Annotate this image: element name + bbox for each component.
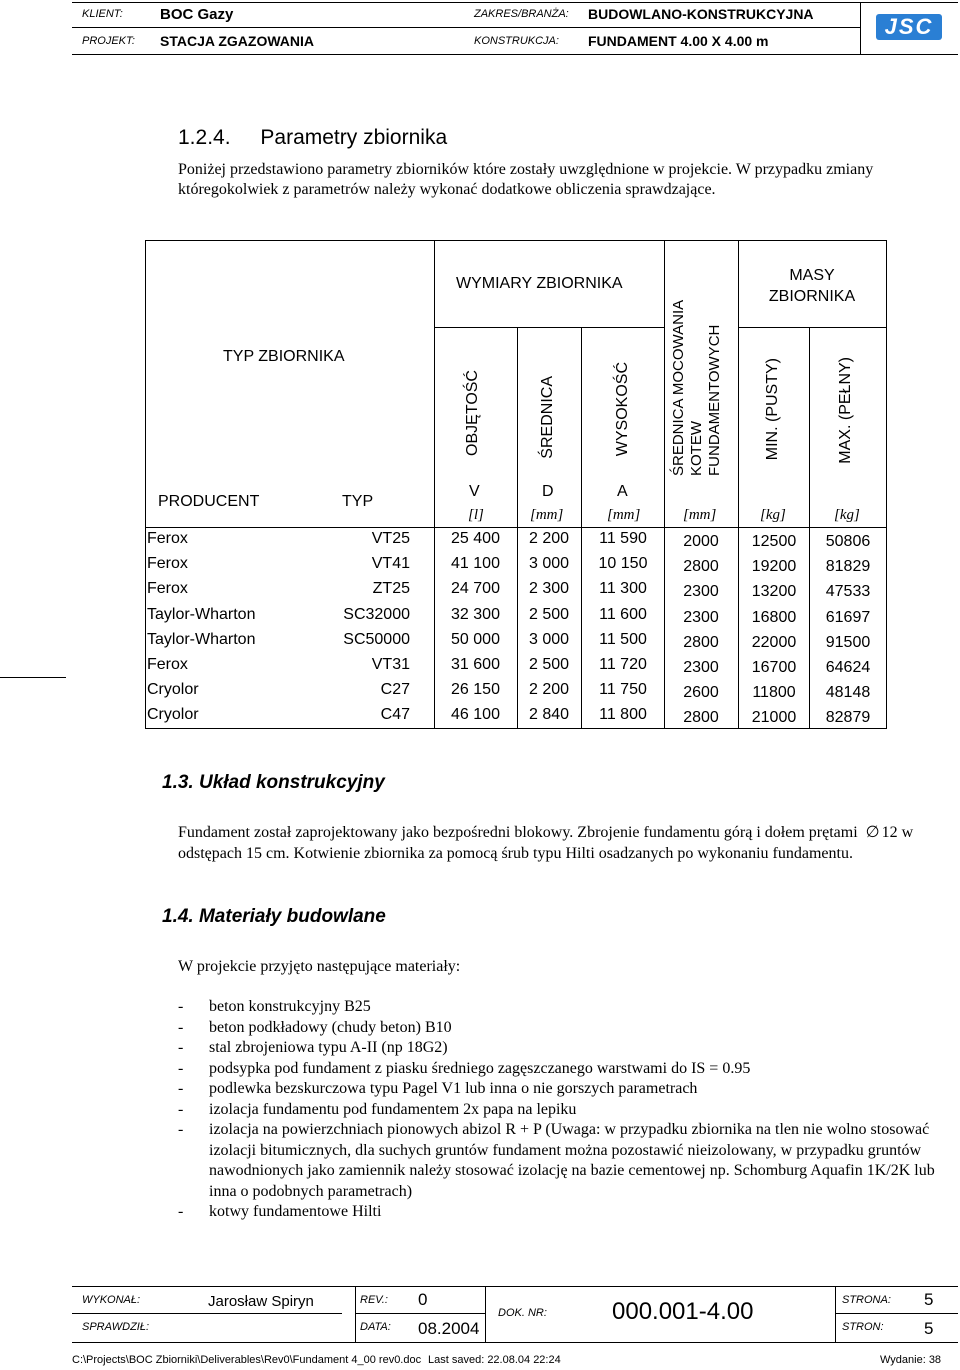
list-item-text: stal zbrojeniowa typu A-II (np 18G2) xyxy=(209,1039,448,1056)
list-item xyxy=(178,1059,948,1080)
projekt-value: STACJA ZGAZOWANIA xyxy=(160,33,314,49)
header-wysokosc: WYSOKOŚĆ xyxy=(614,362,631,457)
cell-wysokosc: 11 590 xyxy=(599,530,647,547)
cell-objetosc: 50 000 xyxy=(451,630,500,648)
cell-objetosc: 41 100 xyxy=(451,555,500,573)
cell-srednica: 3 000 xyxy=(528,630,570,648)
list-dash: - xyxy=(178,998,184,1015)
margin-mark xyxy=(0,677,66,678)
cell-typ: C47 xyxy=(380,706,410,724)
cell-srednica-mocowania: 2600 xyxy=(683,684,719,702)
cell-typ: VT25 xyxy=(371,530,410,547)
cell-masa-max: 91500 xyxy=(825,633,871,651)
header-typ-zbiornika: TYP ZBIORNIKA xyxy=(223,348,345,365)
header-typ: TYP xyxy=(342,493,374,510)
list-item xyxy=(178,1120,948,1202)
symbol-v: V xyxy=(469,483,480,500)
projekt-label: PROJEKT: xyxy=(82,35,135,47)
list-dash: - xyxy=(178,1018,184,1036)
list-item xyxy=(178,1038,948,1059)
cell-wysokosc: 11 600 xyxy=(599,605,647,623)
section2-title: 1.3. Układ konstrukcyjny xyxy=(162,772,385,793)
konstrukcja-value: FUNDAMENT 4.00 X 4.00 m xyxy=(588,33,769,49)
section-intro: Poniżej przedstawiono parametry zbiorników które zostały uwzględnione w projekcie. W przypadku zmiany któregokolwiek z parametrów należy wykonać dodatkowe obliczenia sprawdzające. xyxy=(178,161,874,198)
cell-producent: Cryolor xyxy=(147,681,199,699)
cell-masa-min: 11800 xyxy=(752,684,796,702)
cell-objetosc: 46 100 xyxy=(451,706,500,724)
wydanie: Wydanie: 38 xyxy=(880,1354,942,1366)
cell-typ: C27 xyxy=(380,681,410,699)
header-producent: PRODUCENT xyxy=(158,493,260,510)
section-title: Parametry zbiornika xyxy=(260,126,448,149)
cell-producent: Taylor-Wharton xyxy=(147,630,256,648)
cell-masa-min: 12500 xyxy=(751,533,797,550)
cell-masa-max: 47533 xyxy=(825,583,871,601)
stron-label: STRON: xyxy=(842,1321,884,1333)
sprawdzil-label: SPRAWDZIŁ: xyxy=(82,1321,150,1333)
cell-srednica-mocowania: 2800 xyxy=(683,709,719,727)
data-value: 08.2004 xyxy=(418,1319,480,1338)
dok-label: DOK. NR: xyxy=(498,1307,547,1319)
list-dash: - xyxy=(178,1100,184,1118)
cell-objetosc: 26 150 xyxy=(451,681,500,699)
cell-objetosc: 32 300 xyxy=(451,605,500,623)
section2-text1: Fundament został zaprojektowany jako bezpośredni blokowy. Zbrojenie fundamentu górą i dołem prętami xyxy=(178,824,858,841)
list-dash: - xyxy=(178,1121,184,1138)
konstrukcja-label: KONSTRUKCJA: xyxy=(474,35,559,47)
cell-wysokosc: 10 150 xyxy=(598,555,648,573)
klient-label: KLIENT: xyxy=(82,8,123,20)
unit-mm-d: [mm] xyxy=(530,507,564,523)
cell-typ: SC50000 xyxy=(343,630,410,648)
list-item xyxy=(178,1100,948,1121)
section-number: 1.2.4. xyxy=(178,126,231,149)
header-srednica-mocowania: ŚREDNICA MOCOWANIA KOTEW FUNDAMENTOWYCH xyxy=(670,300,723,476)
list-item xyxy=(178,1202,948,1223)
symbol-d: D xyxy=(542,483,554,500)
cell-masa-min: 22000 xyxy=(751,633,797,651)
cell-objetosc: 25 400 xyxy=(451,530,500,547)
rev-label: REV.: xyxy=(360,1294,388,1306)
cell-wysokosc: 11 500 xyxy=(599,630,647,648)
header-min: MIN. (PUSTY) xyxy=(764,358,781,461)
list-dash: - xyxy=(178,1203,184,1220)
cell-srednica: 2 200 xyxy=(528,530,570,547)
list-item xyxy=(178,1018,948,1039)
list-item-text: podlewka bezskurczowa typu Pagel V1 lub inna o nie gorszych parametrach xyxy=(209,1080,698,1097)
list-item-text: izolacja na powierzchniach pionowych abizol R + P (Uwaga: w przypadku zbiornika na tlen nie wolno stosować izolacji bitumicznych, dla suchych gruntów fundament można pozostawić nieizolowany, w przypadku gruntów nawodnionych jako zamiennik należy stosować izolację na bazie cementowej np. Schomburg Aquafin 1K/2K lub inna o podobnych parametrach) xyxy=(209,1121,935,1200)
branza-value: BUDOWLANO-KONSTRUKCYJNA xyxy=(588,6,814,22)
dok-value: 000.001-4.00 xyxy=(612,1298,754,1325)
cell-masa-min: 16700 xyxy=(751,659,797,676)
cell-srednica-mocowania: 2000 xyxy=(683,533,719,550)
list-item-text: beton podkładowy (chudy beton) B10 xyxy=(209,1018,452,1036)
cell-objetosc: 31 600 xyxy=(451,656,500,673)
cell-srednica: 2 500 xyxy=(528,605,570,623)
cell-typ: VT31 xyxy=(371,656,410,673)
cell-srednica: 2 300 xyxy=(528,580,570,598)
header-wymiary: WYMIARY ZBIORNIKA xyxy=(456,275,623,292)
strona-label: STRONA: xyxy=(842,1294,891,1306)
wykonal-label: WYKONAŁ: xyxy=(82,1294,141,1306)
unit-mm-a: [mm] xyxy=(607,507,641,523)
cell-masa-min: 19200 xyxy=(751,558,797,576)
cell-typ: VT41 xyxy=(371,555,410,573)
list-dash: - xyxy=(178,1080,184,1097)
cell-producent: Ferox xyxy=(147,555,188,573)
cell-masa-max: 82879 xyxy=(825,709,871,727)
list-item-text: beton konstrukcyjny B25 xyxy=(209,998,371,1015)
materials-list xyxy=(178,997,948,1223)
list-dash: - xyxy=(178,1059,184,1077)
unit-kg-min: [kg] xyxy=(760,507,786,523)
header-masy: MASY ZBIORNIKA xyxy=(768,267,856,305)
cell-masa-max: 81829 xyxy=(825,558,871,576)
klient-value: BOC Gazy xyxy=(160,6,234,23)
last-saved: Last saved: 22.08.04 22:24 xyxy=(428,1354,561,1366)
header-max: MAX. (PEŁNY) xyxy=(837,357,854,464)
strona-value: 5 xyxy=(924,1290,934,1309)
cell-masa-max: 50806 xyxy=(825,533,871,550)
branza-label: ZAKRES/BRANŻA: xyxy=(474,8,569,20)
stron-value: 5 xyxy=(924,1319,934,1338)
section2-text xyxy=(178,822,953,864)
cell-masa-min: 16800 xyxy=(751,608,797,626)
data-label: DATA: xyxy=(360,1321,391,1333)
cell-producent: Cryolor xyxy=(147,706,199,724)
section3-intro: W projekcie przyjęto następujące materiały: xyxy=(178,958,461,975)
rev-value: 0 xyxy=(418,1290,428,1309)
cell-producent: Taylor-Wharton xyxy=(147,605,256,623)
unit-kg-max: [kg] xyxy=(834,507,860,523)
section3-title: 1.4. Materiały budowlane xyxy=(162,906,386,927)
cell-srednica: 2 500 xyxy=(528,656,570,673)
cell-srednica: 2 840 xyxy=(528,706,570,724)
file-path: C:\Projects\BOC Zbiorniki\Deliverables\Rev0\Fundament 4_00 rev0.doc xyxy=(72,1354,422,1366)
cell-producent: Ferox xyxy=(147,530,188,547)
cell-srednica-mocowania: 2300 xyxy=(683,608,719,626)
company-logo: JSC xyxy=(876,14,942,40)
cell-masa-max: 64624 xyxy=(825,659,871,676)
list-item-text: podsypka pod fundament z piasku średniego zagęszczanego warstwami do IS = 0.95 xyxy=(209,1059,751,1077)
section-heading xyxy=(178,126,447,150)
header-objetosc: OBJĘTOŚĆ xyxy=(464,370,481,456)
cell-wysokosc: 11 800 xyxy=(599,706,647,724)
unit-mm-sm: [mm] xyxy=(683,507,717,523)
cell-masa-max: 48148 xyxy=(825,684,871,702)
list-item xyxy=(178,997,948,1018)
cell-wysokosc: 11 300 xyxy=(599,580,647,598)
diameter-symbol: ∅ xyxy=(865,824,880,841)
cell-typ: ZT25 xyxy=(372,580,410,598)
cell-producent: Ferox xyxy=(147,656,188,673)
header-srednica: ŚREDNICA xyxy=(539,376,556,459)
cell-srednica: 2 200 xyxy=(528,681,570,699)
cell-srednica-mocowania: 2300 xyxy=(683,583,719,601)
cell-srednica-mocowania: 2300 xyxy=(683,659,719,676)
list-item xyxy=(178,1079,948,1100)
cell-srednica-mocowania: 2800 xyxy=(683,558,719,576)
cell-objetosc: 24 700 xyxy=(451,580,500,598)
cell-srednica-mocowania: 2800 xyxy=(683,633,719,651)
unit-l: [l] xyxy=(468,507,484,523)
wykonal-value: Jarosław Spiryn xyxy=(208,1293,314,1310)
symbol-a: A xyxy=(617,483,628,500)
cell-producent: Ferox xyxy=(147,580,188,598)
cell-masa-max: 61697 xyxy=(825,608,871,626)
list-item-text: izolacja fundamentu pod fundamentem 2x papa na lepiku xyxy=(209,1100,577,1118)
cell-masa-min: 13200 xyxy=(751,583,797,601)
cell-masa-min: 21000 xyxy=(751,709,797,727)
cell-srednica: 3 000 xyxy=(528,555,570,573)
section2-text2: 12 w odstępach 15 cm. Kotwienie zbiornika za pomocą śrub typu Hilti osadzanych po wykonaniu fundamentu. xyxy=(178,824,914,862)
list-dash: - xyxy=(178,1039,184,1056)
cell-typ: SC32000 xyxy=(343,605,410,623)
cell-wysokosc: 11 750 xyxy=(599,681,647,699)
cell-wysokosc: 11 720 xyxy=(599,656,647,673)
list-item-text: kotwy fundamentowe Hilti xyxy=(209,1203,382,1220)
